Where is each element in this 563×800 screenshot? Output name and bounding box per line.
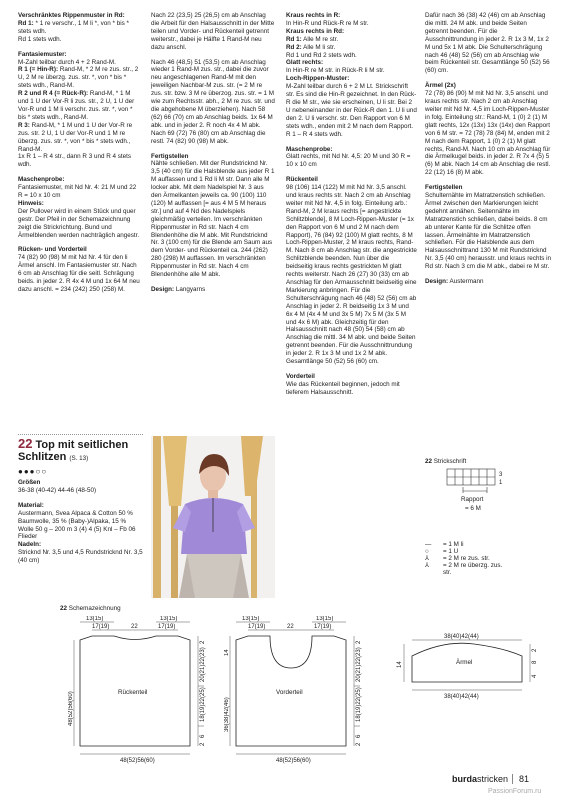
dim-label: 2 <box>356 742 362 746</box>
design-label: Design: <box>425 278 449 286</box>
dim-label: 48(52)56(60) <box>120 758 155 764</box>
column-1 <box>18 12 140 294</box>
dim-label: 8 <box>532 660 538 664</box>
legend-text: = 2 M re überzg. zus. str. <box>443 562 503 576</box>
footer-brand <box>452 774 508 784</box>
dim-label: 2 <box>356 640 362 644</box>
section-title: Rückenteil <box>286 176 318 184</box>
row-label: Rd 2: <box>286 43 302 51</box>
paragraph: In Hin-R re M str. in Rück-R li M str. <box>286 67 385 75</box>
legend-symbol: ⅄ <box>425 562 429 569</box>
schema-label: Schemazeichnung <box>68 605 121 612</box>
dim-label: 17(19) <box>248 624 266 630</box>
paragraph: Wie das Rückenteil beginnen, jedoch mit tieferem Halsausschnitt. <box>286 380 400 396</box>
dim-label: 36(38)42(46) <box>224 697 230 732</box>
legend-item <box>425 562 551 576</box>
page-number: 81 <box>512 774 529 784</box>
legend-text: = 1 M li <box>443 541 464 548</box>
piece-name: Vorderteil <box>276 689 303 696</box>
dim-label: 13(15) <box>160 616 178 622</box>
legend-text: = 2 M re zus. str. <box>443 555 490 562</box>
back-piece-schema <box>68 616 218 776</box>
chart-row-label: 3 <box>499 472 503 478</box>
piece-name: Ärmel <box>456 659 473 666</box>
paragraph: In Hin-R und Rück-R re M str. <box>286 19 369 27</box>
legend-item <box>425 541 551 548</box>
section-title: Loch-Rippen-Muster: <box>286 75 350 83</box>
design-label: Design: <box>151 286 175 293</box>
dim-label: 22 <box>287 624 294 630</box>
dim-label: 38(40)42(44) <box>444 634 479 640</box>
paragraph: Der Pullover wird in einem Stück und quer gestr. Der Pfeil in der Schemazeichnung zeigt die Strickrichtung. Bund und Ärmelblenden werden nachträglich angestr. <box>18 207 140 239</box>
row-text: Rand-M, * 2 M re zus. str., 2 U, 2 M re überzg. zus. str. *, von * bis * stets wdh., Rand-M. <box>18 66 139 90</box>
dim-label: 13(15) <box>316 616 334 622</box>
column-2 <box>151 12 275 294</box>
schema-heading <box>60 605 121 612</box>
front-piece-schema <box>224 616 374 776</box>
paragraph: Austermann, Svea Alpaca & Cotton 50 % Baumwolle, 35 % (Baby-)Alpaka, 15 % Wolle 50 g – 200 m 3 (4) 4 (5) Knl – Fb 06 Flieder <box>18 509 136 541</box>
pattern-title: Top mit seitlichen Schlitzen <box>18 439 129 463</box>
section-title: Größen <box>18 479 41 486</box>
dim-label: 22 <box>131 624 138 630</box>
section-title: Fertigstellen <box>151 152 189 160</box>
row-text: Rd 1 stets wdh. <box>18 35 62 43</box>
section-title: Kraus rechts in R: <box>286 12 341 19</box>
dim-label: 17(19) <box>314 624 332 630</box>
chart-label: Strickschrift <box>433 458 467 465</box>
section-title: Nadeln: <box>18 541 42 549</box>
pattern-number: 22 <box>18 436 33 451</box>
legend-item <box>425 555 551 562</box>
paragraph: Nach 69 (72) 76 (80) cm ab Anschlag die restl. 74 (82) 90 (98) M abk. <box>151 129 266 145</box>
chart-legend <box>425 541 551 576</box>
paragraph: Rd 1 und Rd 2 stets wdh. <box>286 51 357 59</box>
row-label: R 3: <box>18 121 30 129</box>
section-title: Ärmel (2x) <box>425 82 456 90</box>
paragraph: Glatt rechts, mit Nd Nr. 4,5: 20 M und 30 R = 10 x 10 cm <box>286 153 411 169</box>
dim-label: 6 <box>200 734 206 738</box>
paragraph: Nach 22 (23,5) 25 (26,5) cm ab Anschlag die Arbeit für den Halsausschnitt in der Mitte teilen und Vorder- und Rückenteil getrennt weiterstr., dabei je Hälfte 1 Rand-M neu dazu anschl. <box>151 12 275 51</box>
page-reference: (S. 13) <box>69 455 89 462</box>
dim-label: 2 <box>200 742 206 746</box>
section-title: Glatt rechts: <box>286 59 324 67</box>
legend-symbol: ⅄ <box>425 555 429 562</box>
brand-bold: burda <box>452 774 478 784</box>
paragraph: Fantasiemuster, mit Nd Nr. 4: 21 M und 22 R = 10 x 10 cm <box>18 184 137 200</box>
watermark: PassionForum.ru <box>488 788 542 795</box>
dim-label: 20(21)22(23) <box>356 647 362 682</box>
dim-label: 4 <box>532 674 538 678</box>
row-text: * 1 re verschr., 1 M li *, von * bis * stets wdh. <box>18 19 129 35</box>
paragraph: M-Zahl teilbar durch 4 + 2 Rand-M. <box>18 58 116 66</box>
chart-row-label: 1 <box>499 480 503 486</box>
pattern-22-header <box>18 434 143 565</box>
dim-label: 14 <box>224 649 230 656</box>
row-label: R 1 (= Hin-R): <box>18 66 59 74</box>
section-title: Hinweis: <box>18 199 44 207</box>
legend-text: = 1 U <box>443 548 459 555</box>
difficulty-dots: ●●●○○ <box>18 467 48 476</box>
stitch-chart-grid <box>425 465 551 515</box>
paragraph: M-Zahl teilbar durch 6 + 2 M Lt. Strickschrift str. Es sind die Hin-R gezeichnet. In den Rück-R die M str., wie sie erscheinen, U li str. Bei 2 U nebeneinander in der Rück-R den 1. U li und den 2. U li verschr. str. Den Rapport von 6 M stets wdh., enden mit 2 M nach dem Rapport. R 1 – R 4 stets wdh. <box>286 83 417 138</box>
row-label: R 2 und R 4 (= Rück-R): <box>18 90 89 98</box>
row-text: Rand-M, * 1 M und 1 U der Vor-R re zus. str. 2 U, 1 U der Vor-R und 1 M re überzg. zus. str. *, von * bis * stets wdh., Rand-M. <box>18 121 133 153</box>
paragraph: Schulternähte im Matratzenstich schließen. Ärmel zwischen den Markierungen leicht gedehnt annähen. Seitennähte im Matratzenstich schließen, dabei beids. 8 cm ab unterer Kante für die Schlitze offen lassen. Ärmelnähte im Matratzenstich schließen. Für die Halsblende aus dem Halsausschnittrand 130 M mit Rundstricknd Nr. 3,5 (40 cm) herausstr. und kraus rechts in Rd str. Nach 3 cm die M abk., dabei re M str. <box>425 192 551 271</box>
model-photo <box>151 436 275 598</box>
column-3 <box>286 12 417 397</box>
dim-label: 2 <box>200 640 206 644</box>
paragraph: 98 (106) 114 (122) M mit Nd Nr. 3,5 anschl. und kraus rechts str. Nach 2 cm ab Anschlag weiter mit Nd Nr. 4,5 in folg. Einteilung arb.: Rand-M, 2 M kraus rechts [= angestrickte Schlitzblende], 8 M Loch-Rippen-Muster (= 1x den Rapport von 6 M und 2 M nach dem Rapport), 76 (84) 92 (100) M glatt rechts, 8 M Loch-Rippen-Muster, 2 M kraus rechts, Rand-M. Nach 8 cm ab Anschlag str. die angestrickte Schlitzblende beenden. Nun über die beidseitig kraus rechts gestrickten M glatt rechts weiterstr. Nach 26 (27) 30 (33) cm ab Anschlag für den Armausschnitt beidseitig eine Markierung anbringen. Für die Schulterschrägung nach 46 (48) 52 (56) cm ab Anschlag in jeder 2. R beidseitig 1x 3 M und 6x 4 M (4x 4 M und 3x 5 M) 7x 5 M (3x 5 M und 4x 6 M) abk. Gleichzeitig für den Halsausschnitt nach 48 (50) 54 (58) cm ab Anschlag die mittl. 34 M abk. und beide Seiten getrennt beenden. Für die Ausschnittrundung in jeder 2. R 1x 3 M und 1x 2 M abk. Gesamtlänge 50 (52) 56 (60) cm. <box>286 184 417 366</box>
dim-label: 17(19) <box>92 624 110 630</box>
design-value: Langyarns <box>175 286 206 293</box>
legend-symbol: — <box>425 541 432 548</box>
row-label: Rd 1: <box>286 35 302 43</box>
section-title: Verschränktes Rippenmuster in Rd: <box>18 12 125 19</box>
section-title: Material: <box>18 501 44 509</box>
chart-number: 22 <box>425 458 433 465</box>
stitch-chart <box>425 458 551 576</box>
divider <box>18 434 143 435</box>
sleeve-schema <box>392 630 542 700</box>
paragraph: 74 (82) 90 (98) M mit Nd Nr. 4 für den li Ärmel anschl. Im Fantasiemuster str. Nach 6 cm ab Anschlag für die seitl. Schrägung beids. in jeder 2. R 4x 4 M und 1x 64 M neu dazu anschl. = 234 (242) 250 (258) M. <box>18 254 140 293</box>
piece-name: Rückenteil <box>118 689 148 696</box>
section-title: Vorderteil <box>286 372 315 380</box>
schema-number: 22 <box>60 605 68 612</box>
row-text: Rand-M, * 1 M und 1 U der Vor-R li zus. str., 2 U, 1 U der Vor-R und 1 M li verschr. zus. str. *, von * bis * stets wdh., Rand-M. <box>18 90 135 121</box>
column-4 <box>425 12 551 286</box>
dim-label: 13(15) <box>86 616 104 622</box>
dim-label: 17(19) <box>158 624 176 630</box>
row-text: Alle M li str. <box>303 43 336 51</box>
paragraph: Nach 46 (48,5) 51 (53,5) cm ab Anschlag wieder 1 Rand-M zus. str., dabei die zuvor neu angeschlagenen Rand-M mit den jeweiligen Nachbar-M zus. str. (= 2 M re zus. str. bzw. 3 M re überzog. zus. str. = 1 M wie zum Rechtsstr. abh., 2 M re zus. str. und die abgehobene M überziehen). Nach 58 (62) 66 (70) cm ab Anschlag beids. 1x 64 M abk. und in jeder 2. R noch 4x 4 M abk. <box>151 58 275 129</box>
paragraph: 36-38 (40-42) 44-46 (48-50) <box>18 486 97 494</box>
paragraph: Dafür nach 36 (38) 42 (46) cm ab Anschlag die mittl. 24 M abk. und beide Seiten getrennt beenden. Für die Ausschnittrundung in jeder 2. R 1x 3 M, 1x 2 M und 5x 1 M abk. Die Schulterschrägung nach 46 (48) 52 (56) cm ab Anschlag wie beim Rückenteil str. Gesamtlänge 50 (52) 56 (60) cm. <box>425 12 550 75</box>
dim-label: 38(40)42(44) <box>444 694 479 700</box>
legend-symbol: ○ <box>425 548 429 555</box>
row-text: Alle M re str. <box>303 35 339 43</box>
rapport-value: = 6 M <box>465 505 481 512</box>
rapport-label: Rapport <box>461 496 484 503</box>
section-title: Fantasiemuster: <box>18 50 67 58</box>
dim-label: 2 <box>532 648 538 652</box>
dim-label: 18(19)22(25) <box>200 687 206 722</box>
paragraph: Nähte schließen. Mit der Rundstricknd Nr. 3,5 (40 cm) für die Halsblende aus jeder R 1 M auffassen und 1 Rd li M str. Dann alle M locker abk. Mit dem Nadelspiel Nr. 3 aus den Ärmelkanten jeweils ca. 90 (100) 110 (120) M auffassen [= aus 4 M 5 M heraus str.] und auf 4 Nd des Nadelspiels gleichmäßig verteilen. Im verschränkten Rippenmuster in Rd str. Nach 4 cm Blendenhöhe die M abk. Mit Rundstricknd Nr. 3 (100 cm) für die Blende am Saum aus dem Vorder- und Rückenteil ca. 244 (262) 280 (298) M auffassen. Im verschränkten Rippenmuster in Rd str. Nach 4 cm Blendenhöhe alle M abk. <box>151 160 275 279</box>
section-title: Rücken- und Vorderteil <box>18 246 87 254</box>
dim-label: 48(52)56(60) <box>68 691 74 726</box>
legend-item <box>425 548 551 555</box>
dim-label: 18(19)22(25) <box>356 687 362 722</box>
design-value: Austermann <box>449 278 484 286</box>
section-title: Kraus rechts in Rd: <box>286 27 345 35</box>
dim-label: 20(21)22(23) <box>200 647 206 682</box>
paragraph: Stricknd Nr. 3,5 und 4,5 Rundstricknd Nr. 3,5 (40 cm) <box>18 549 143 565</box>
dim-label: 6 <box>356 734 362 738</box>
dim-label: 14 <box>397 661 403 668</box>
section-title: Fertigstellen <box>425 184 463 192</box>
model-illustration <box>151 436 275 598</box>
paragraph: 1x R 1 – R 4 str., dann R 3 und R 4 stets wdh. <box>18 153 132 169</box>
paragraph: 72 (78) 86 (90) M mit Nd Nr. 3,5 anschl. und kraus rechts str. Nach 2 cm ab Anschlag weiter mit Nd Nr. 4,5 im Loch-Rippen-Muster in folg. Einteilung str.: Rand-M, 1 (0) 2 (1) M glatt rechts, 12x (13x) 13x (14x) den Rapport von 6 M str. = 72 (78) 78 (84) M, enden mit 2 M nach dem Rapport, 1 (0) 2 (1) M glatt rechts, Rand-M. Nach 10 cm ab Anschlag für die Ärmelkugel beids. in jeder 2. R 7x 4 (5) 5 (6) M abk. Nach 14 cm ab Anschlag die restl. 22 (12) 16 (8) M abk. <box>425 90 551 177</box>
section-title: Maschenprobe: <box>286 145 333 153</box>
row-label: Rd 1: <box>18 19 34 27</box>
brand-rest: stricken <box>477 774 509 784</box>
dim-label: 48(52)56(60) <box>276 758 311 764</box>
dim-label: 13(15) <box>242 616 260 622</box>
section-title: Maschenprobe: <box>18 176 65 184</box>
